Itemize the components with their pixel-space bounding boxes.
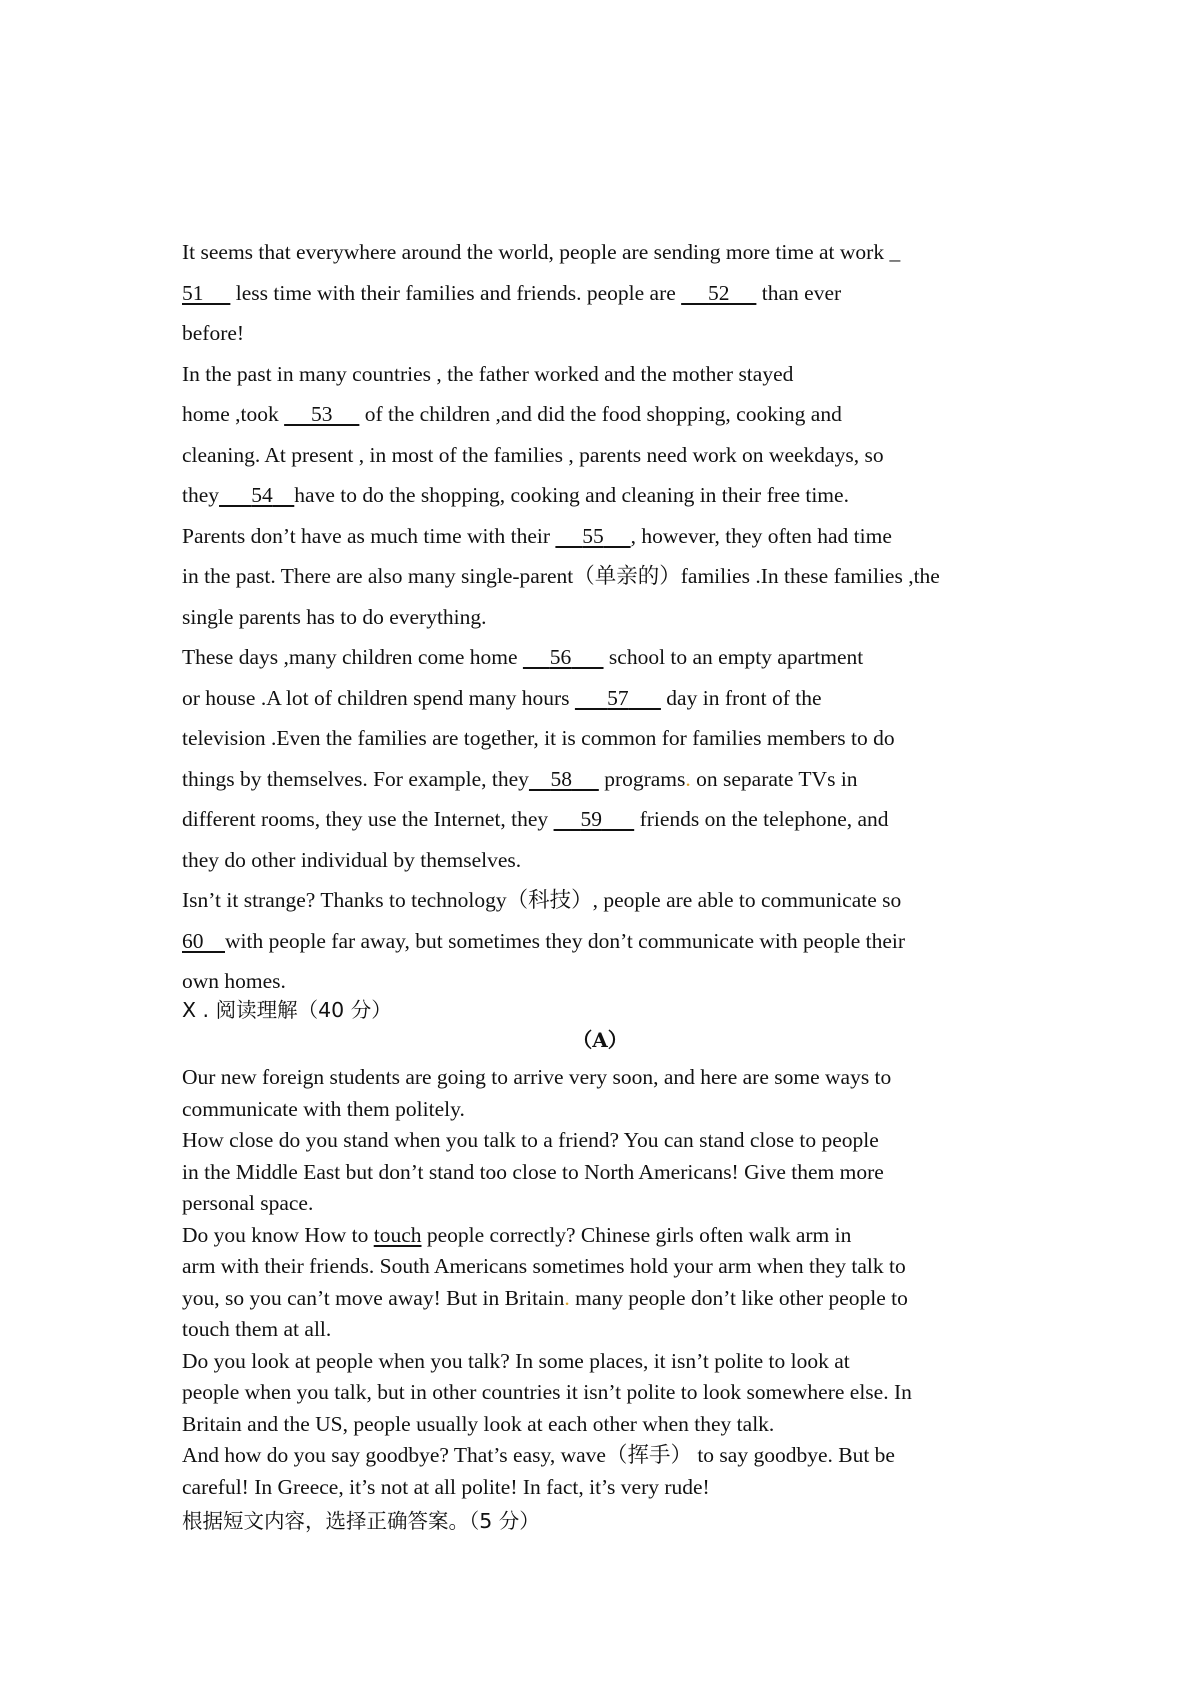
reading-line — [182, 1062, 1032, 1094]
reading-line — [182, 1125, 1032, 1157]
blank-57: 57 — [607, 685, 629, 710]
reading-line — [182, 1314, 1032, 1346]
question-instruction: 根据短文内容，选择正确答案。（5 分） — [182, 1509, 540, 1533]
cloze-line — [182, 597, 1032, 638]
reading-passage — [182, 1062, 1032, 1503]
cloze-line — [182, 678, 1032, 719]
cloze-line — [182, 921, 1032, 962]
text-segment: personal space. — [182, 1191, 314, 1215]
cloze-line — [182, 354, 1032, 395]
reading-line — [182, 1157, 1032, 1189]
text-segment: less time with their families and friends. people are — [230, 280, 682, 305]
text-segment: you, so you can’t move away! But in Britain — [182, 1285, 565, 1310]
reading-line — [182, 1409, 1032, 1441]
text-segment: In the past in many countries , the father worked and the mother stayed — [182, 361, 794, 386]
reading-line — [182, 1472, 1032, 1504]
blank-56: 56 — [549, 645, 572, 669]
text-segment: in the past. There are also many single-parent（单亲的）families .In these families ,the — [182, 564, 940, 588]
text-segment: careful! In Greece, it’s not at all polite! In fact, it’s very rude! — [182, 1474, 710, 1499]
text-segment: in the Middle East but don’t stand too close to North Americans! Give them more — [182, 1159, 884, 1184]
text-segment: of the children ,and did the food shopping, cooking and — [359, 402, 842, 426]
text-segment: home ,took — [182, 402, 285, 426]
passage-label: （A） — [572, 1028, 628, 1052]
text-segment: on separate TVs in — [690, 766, 858, 791]
text-segment: And how do you say goodbye? That’s easy, wave（挥手） to say goodbye. But be — [182, 1443, 895, 1467]
text-segment: with people far away, but sometimes they don’t communicate with people their — [225, 928, 906, 953]
text-segment: or house .A lot of children spend many hours — [182, 685, 575, 710]
blank-58: 58 — [550, 766, 572, 791]
cloze-line — [182, 435, 1032, 476]
text-segment: than ever — [756, 280, 842, 305]
reading-line — [182, 1251, 1032, 1283]
text-segment: friends on the telephone, and — [634, 807, 889, 831]
blank-54: 54 — [251, 483, 273, 507]
text-segment: It seems that everywhere around the world, people are sending more time at work _ — [182, 240, 901, 264]
cloze-line — [182, 880, 1032, 921]
text-segment: , however, they often had time — [630, 523, 892, 548]
reading-line — [182, 1188, 1032, 1220]
text-segment: Our new foreign students are going to arrive very soon, and here are some ways to — [182, 1065, 892, 1089]
text-segment: How close do you stand when you talk to a friend? You can stand close to people — [182, 1128, 879, 1152]
text-segment: they — [182, 483, 220, 507]
text-segment: people correctly? Chinese girls often walk arm in — [421, 1222, 852, 1247]
blank-55: 55 — [582, 523, 604, 548]
text-segment: things by themselves. For example, they — [182, 766, 529, 791]
blank-53: 53 — [311, 402, 333, 426]
text-segment: Britain and the US, people usually look at each other when they talk. — [182, 1411, 775, 1436]
cloze-line — [182, 394, 1032, 435]
text-segment: they do other individual by themselves. — [182, 847, 522, 872]
blank-51: 51 — [182, 280, 204, 305]
text-segment: day in front of the — [660, 685, 822, 710]
cloze-line — [182, 475, 1032, 516]
text-segment: arm with their friends. South Americans sometimes hold your arm when they talk to — [182, 1254, 906, 1278]
text-segment: different rooms, they use the Internet, they — [182, 807, 554, 831]
blank-60: 60 — [182, 928, 204, 953]
cloze-line — [182, 759, 1032, 800]
reading-line — [182, 1283, 1032, 1315]
text-segment: single parents has to do everything. — [182, 604, 487, 629]
text-segment: Do you know How to — [182, 1222, 374, 1247]
reading-line — [182, 1377, 1032, 1409]
underlined-word-touch: touch — [373, 1222, 422, 1247]
text-segment: have to do the shopping, cooking and cleaning in their free time. — [294, 483, 849, 507]
blank-59: 59 — [580, 807, 602, 831]
text-segment: touch them at all. — [182, 1317, 332, 1341]
blank-52: 52 — [708, 280, 730, 305]
mark-dot: . — [564, 1285, 570, 1310]
cloze-line — [182, 637, 1032, 678]
reading-line — [182, 1346, 1032, 1378]
text-segment: school to an empty apartment — [603, 645, 864, 669]
text-segment: before! — [182, 321, 245, 345]
cloze-line — [182, 556, 1032, 597]
text-segment: These days ,many children come home — [182, 645, 523, 669]
cloze-passage — [182, 232, 1032, 1002]
text-segment: many people don’t like other people to — [569, 1285, 908, 1310]
text-segment: television .Even the families are together, it is common for families members to do — [182, 726, 895, 750]
section-heading: X . 阅读理解（40 分） — [182, 998, 392, 1022]
text-segment: Parents don’t have as much time with their — [182, 523, 556, 548]
text-segment: cleaning. At present , in most of the families , parents need work on weekdays, so — [182, 442, 884, 467]
reading-line — [182, 1220, 1032, 1252]
cloze-line — [182, 232, 1032, 273]
text-segment: people when you talk, but in other countries it isn’t polite to look somewhere else. In — [182, 1380, 912, 1404]
cloze-line — [182, 718, 1032, 759]
mark-dot: . — [685, 766, 691, 791]
reading-line — [182, 1440, 1032, 1472]
cloze-line — [182, 840, 1032, 881]
cloze-line — [182, 516, 1032, 557]
reading-line — [182, 1094, 1032, 1126]
text-segment: programs — [598, 766, 686, 791]
text-segment: Isn’t it strange? Thanks to technology（科技）, people are able to communicate so — [182, 888, 902, 912]
cloze-line — [182, 313, 1032, 354]
text-segment: communicate with them politely. — [182, 1096, 465, 1121]
text-segment: Do you look at people when you talk? In some places, it isn’t polite to look at — [182, 1348, 850, 1373]
cloze-line — [182, 273, 1032, 314]
cloze-line — [182, 799, 1032, 840]
text-segment: own homes. — [182, 969, 286, 993]
